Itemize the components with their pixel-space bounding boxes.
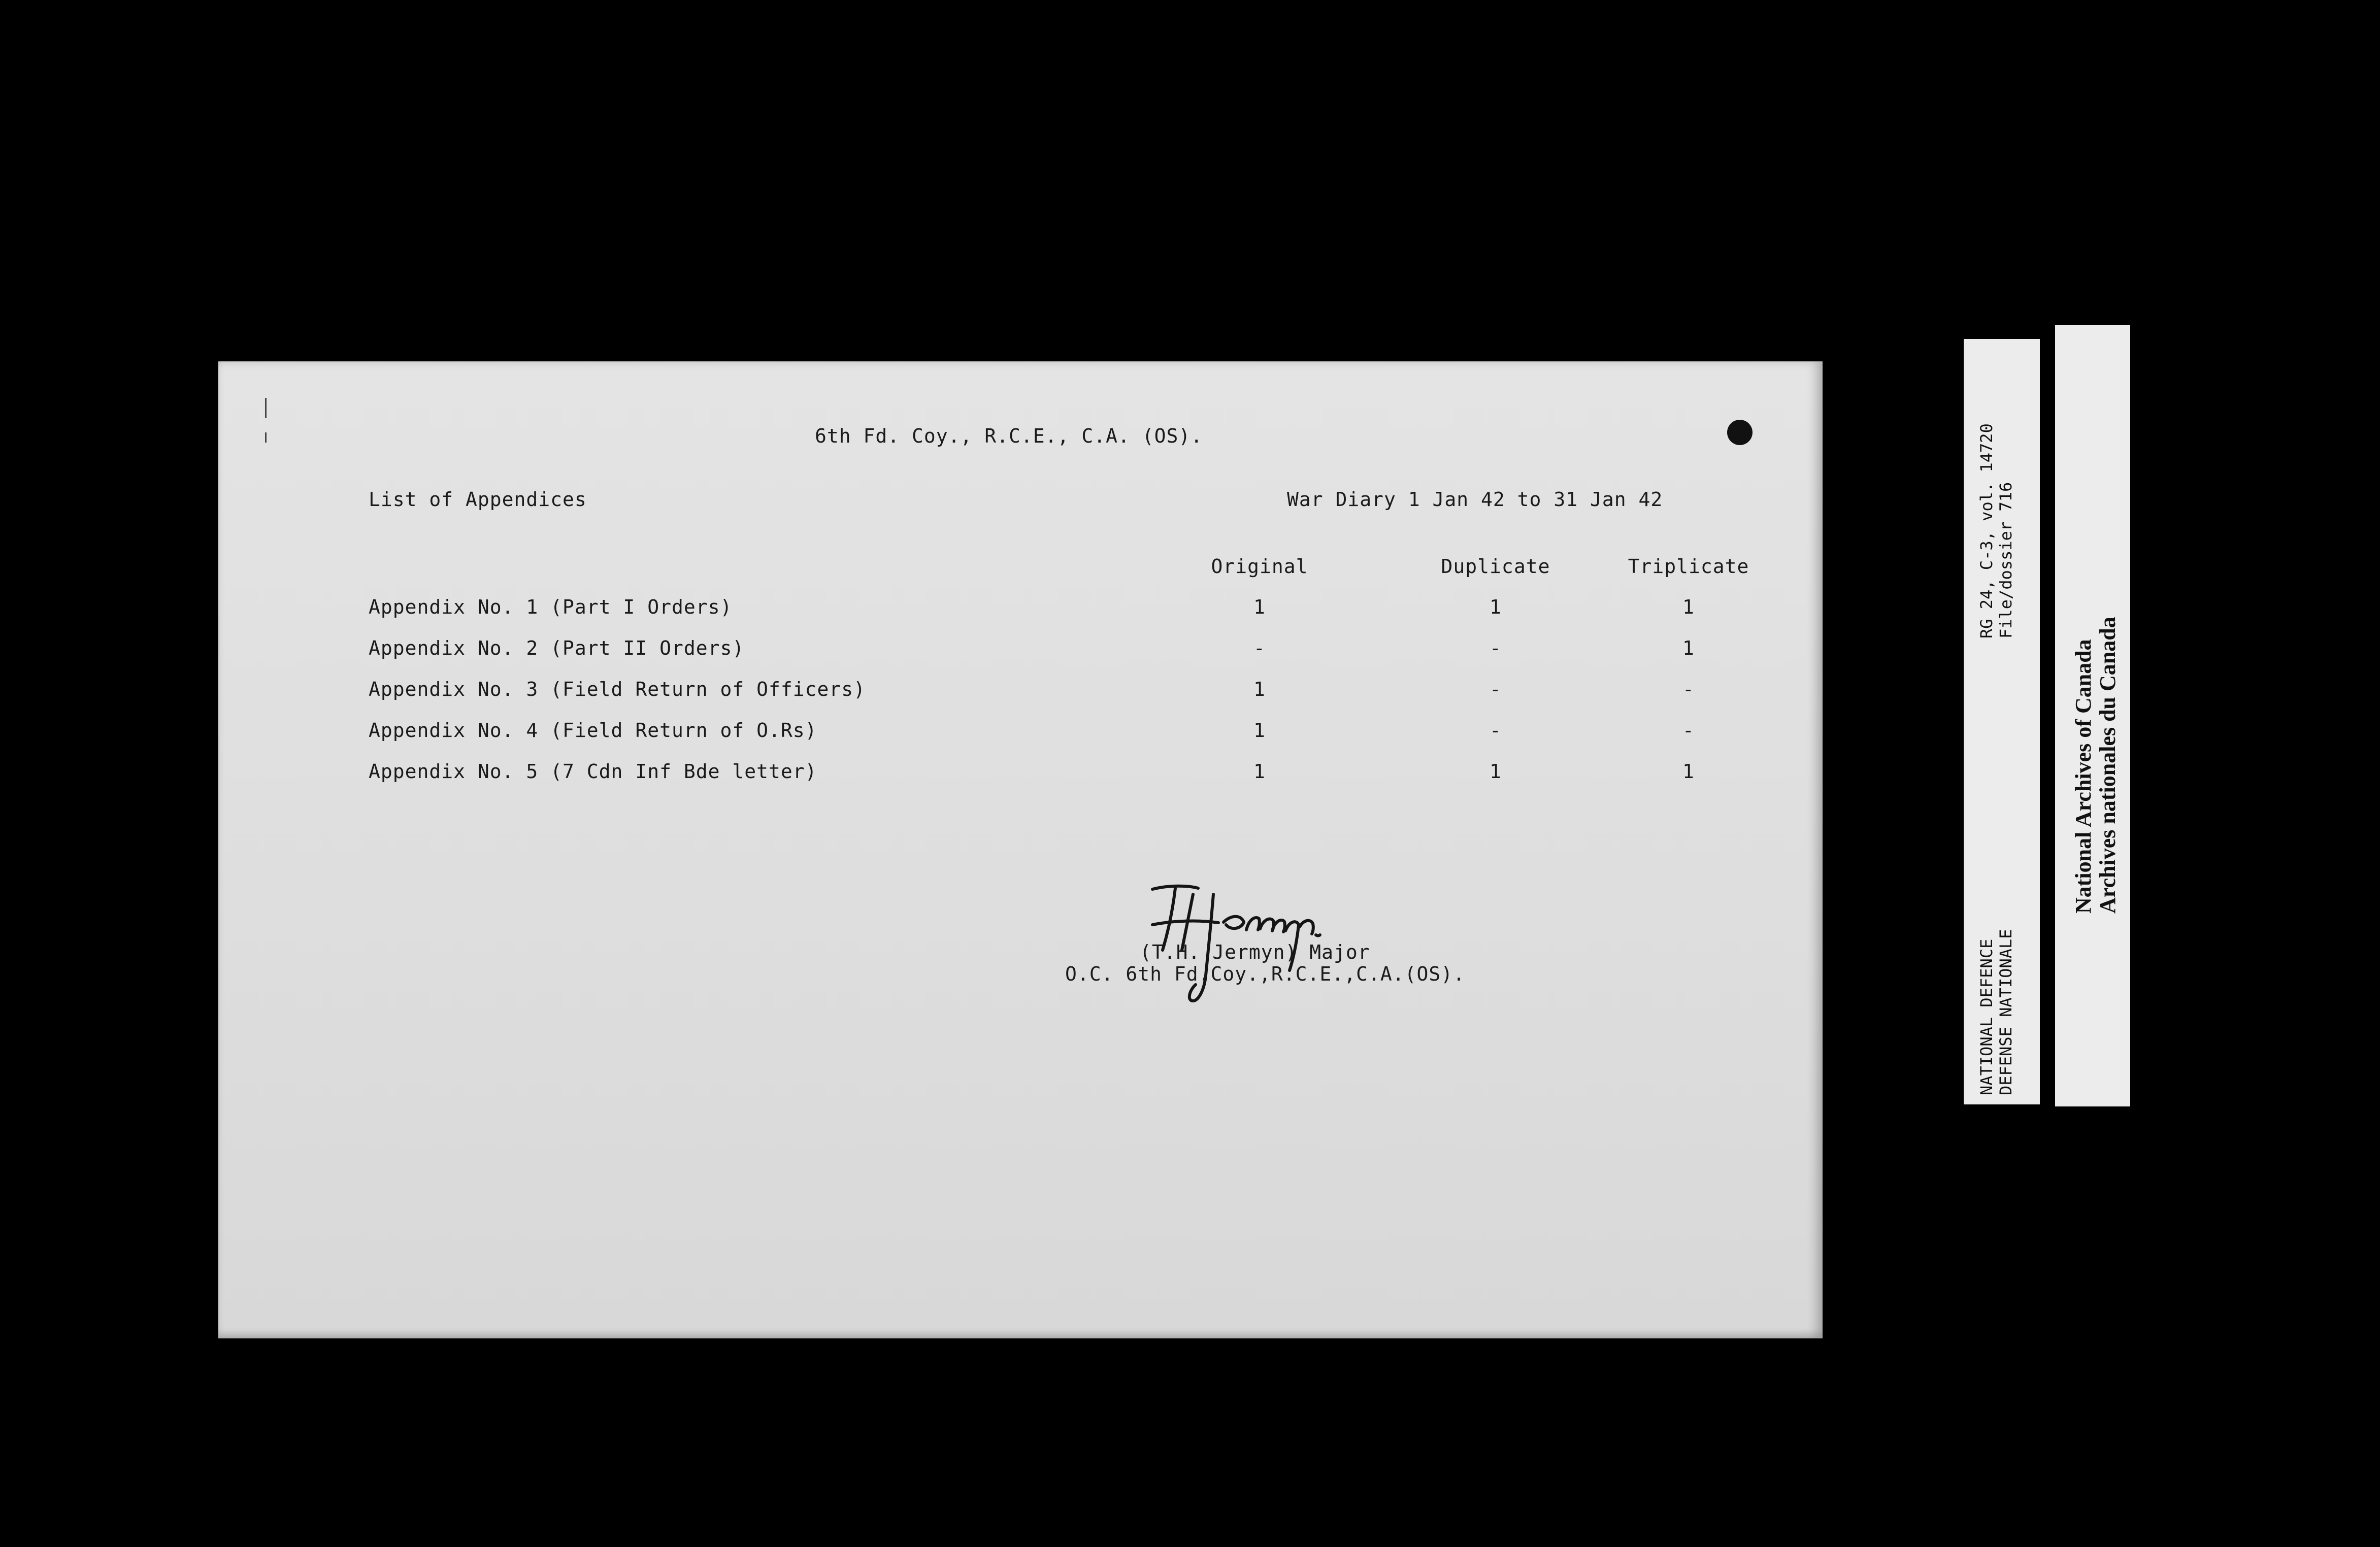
dept-fr-text: DEFENSE NATIONALE <box>1996 929 2015 1095</box>
triplicate-count: 1 <box>1682 760 1695 783</box>
triplicate-count: - <box>1682 719 1695 742</box>
table-row <box>369 668 1765 710</box>
triplicate-count: - <box>1682 678 1695 700</box>
punch-hole <box>1727 420 1753 445</box>
archives-canada-label <box>2055 325 2130 1106</box>
original-count: - <box>1253 636 1266 659</box>
appendix-name: Appendix No. 3 (Field Return of Officers) <box>369 678 866 700</box>
triplicate-count: 1 <box>1682 636 1695 659</box>
table-row <box>369 627 1765 668</box>
appendix-name: Appendix No. 4 (Field Return of O.Rs) <box>369 719 817 742</box>
list-title: List of Appendices <box>369 488 587 511</box>
appendix-name: Appendix No. 2 (Part II Orders) <box>369 636 745 659</box>
handwritten-signature <box>1122 874 1356 1006</box>
table-row <box>369 586 1765 627</box>
duplicate-count: 1 <box>1490 595 1502 618</box>
signatory-name: (T.H. Jermyn) Major <box>1140 941 1370 963</box>
original-count: 1 <box>1253 760 1266 783</box>
archives-en-text: National Archives of Canada <box>2071 639 2096 914</box>
unit-heading: 6th Fd. Coy., R.C.E., C.A. (OS). <box>815 425 1203 447</box>
margin-mark <box>265 432 267 443</box>
triplicate-count: 1 <box>1682 595 1695 618</box>
archive-reference-label <box>1964 339 2040 1104</box>
table-row <box>369 751 1765 792</box>
appendix-name: Appendix No. 1 (Part I Orders) <box>369 595 733 618</box>
header-original: Original <box>1211 555 1308 578</box>
header-triplicate: Triplicate <box>1628 555 1749 578</box>
table-row <box>369 710 1765 751</box>
header-blank <box>369 547 1140 586</box>
appendices-table <box>369 547 1765 792</box>
war-diary-period: War Diary 1 Jan 42 to 31 Jan 42 <box>1287 488 1663 511</box>
file-text: File/dossier 716 <box>1996 482 2015 638</box>
signatory-title: O.C. 6th Fd.Coy.,R.C.E.,C.A.(OS). <box>1065 963 1465 985</box>
duplicate-count: 1 <box>1490 760 1502 783</box>
header-duplicate: Duplicate <box>1441 555 1550 578</box>
duplicate-count: - <box>1490 636 1502 659</box>
dept-en-text: NATIONAL DEFENCE <box>1977 938 1996 1095</box>
original-count: 1 <box>1253 719 1266 742</box>
document-sheet <box>218 361 1823 1338</box>
margin-mark <box>265 398 267 418</box>
appendix-name: Appendix No. 5 (7 Cdn Inf Bde letter) <box>369 760 817 783</box>
duplicate-count: - <box>1490 678 1502 700</box>
original-count: 1 <box>1253 678 1266 700</box>
table-header-row <box>369 547 1765 586</box>
reference-text: RG 24, C-3, vol. 14720 <box>1977 423 1996 638</box>
archives-fr-text: Archives nationales du Canada <box>2095 617 2120 914</box>
duplicate-count: - <box>1490 719 1502 742</box>
original-count: 1 <box>1253 595 1266 618</box>
